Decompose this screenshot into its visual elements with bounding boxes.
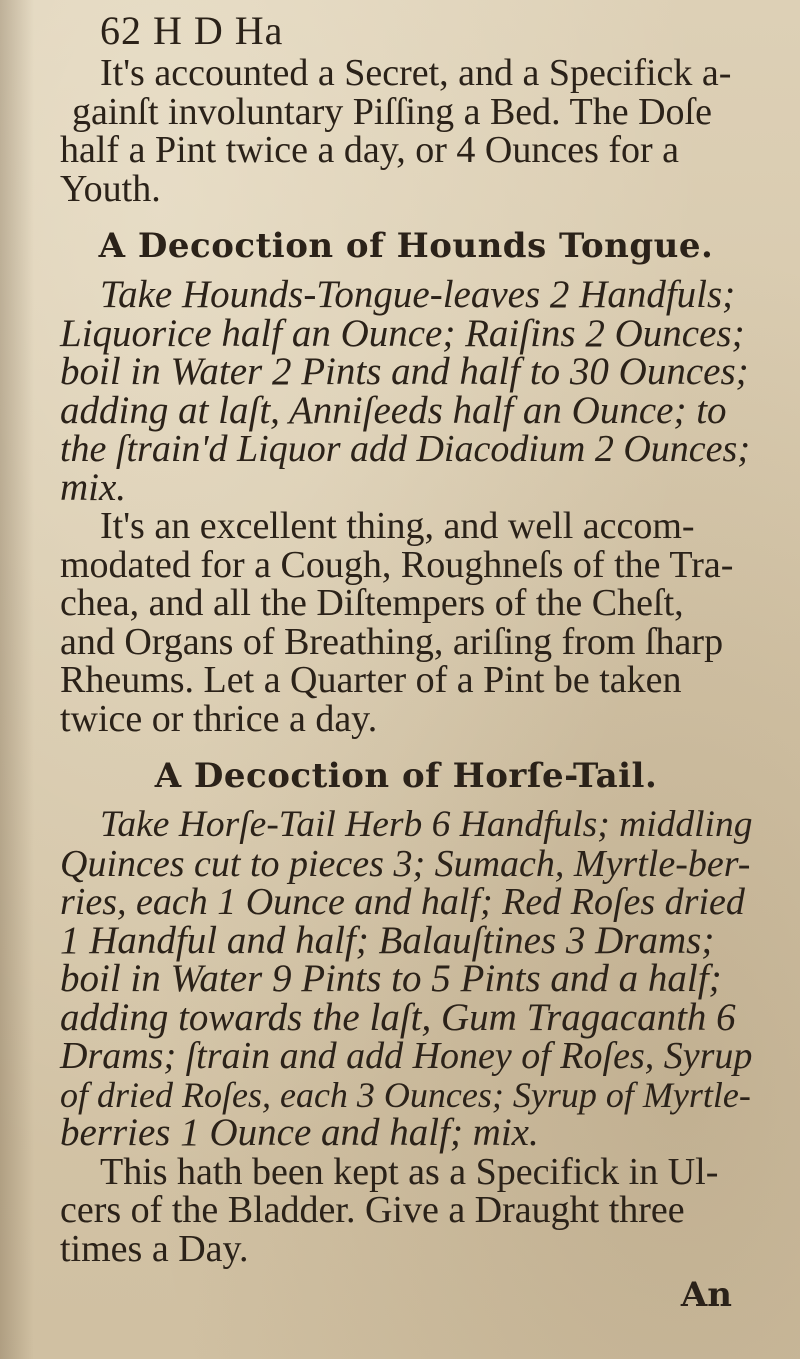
text-line: berries 1 Ounce and half; mix.: [60, 1111, 539, 1154]
text-line: mix.: [60, 465, 127, 509]
recipe-body: [60, 273, 752, 509]
text-line: It's an excellent thing, and well accom-: [100, 505, 695, 547]
text-line: It's accounted a Secret, and a Specifick a-: [100, 52, 732, 94]
running-header: 62 H D Ha: [100, 8, 284, 53]
recipe-note: [60, 1150, 752, 1270]
text-line: modated for a Cough, Roughneſs of the Tra-: [60, 543, 734, 586]
text-line: twice or thrice a day.: [60, 697, 378, 740]
text-line: Youth.: [60, 167, 161, 210]
text-line: chea, and all the Diſtempers of the Cheſt,: [60, 582, 684, 624]
recipe-note: [60, 507, 752, 738]
text-line: Quinces cut to pieces 3; Sumach, Myrtle-ber-: [60, 842, 751, 885]
text-line: cers of the Bladder. Give a Draught three: [60, 1189, 685, 1231]
text-line: ries, each 1 Ounce and half; Red Roſes dried: [60, 881, 745, 923]
recipe-heading: A Decoction of Horſe-Tail.: [154, 756, 658, 796]
text-line: the ſtrain'd Liquor add Diacodium 2 Ounces;: [60, 428, 750, 470]
text-line: Liquorice half an Ounce; Raiſins 2 Ounces;: [60, 311, 745, 355]
recipe-body: [60, 806, 752, 1153]
text-line: adding at laſt, Anniſeeds half an Ounce; to: [60, 388, 727, 432]
text-line: boil in Water 9 Pints to 5 Pints and a half;: [60, 957, 722, 1000]
text-line: gainſt involuntary Piſſing a Bed. The Doſe: [72, 90, 712, 133]
text-line: and Organs of Breathing, ariſing from ſharp: [60, 620, 724, 663]
text-line: Take Horſe-Tail Herb 6 Handfuls; middling: [100, 804, 753, 845]
text-line: Rheums. Let a Quarter of a Pint be taken: [60, 659, 682, 701]
text-line: adding towards the laſt, Gum Tragacanth 6: [60, 995, 736, 1039]
text-line: This hath been kept as a Specifick in Ul-: [100, 1150, 719, 1193]
text-line: Take Hounds-Tongue-leaves 2 Handfuls;: [100, 273, 736, 316]
text-line: half a Pint twice a day, or 4 Ounces for a: [60, 129, 680, 171]
text-line: of dried Roſes, each 3 Ounces; Syrup of Myrtle-: [60, 1074, 751, 1115]
section-intro: [60, 54, 752, 208]
catchword: An: [680, 1275, 732, 1315]
recipe-heading: A Decoction of Hounds Tongue.: [98, 226, 714, 266]
text-line: 1 Handful and half; Balauſtines 3 Drams;: [60, 918, 715, 962]
text-line: Drams; ſtrain and add Honey of Roſes, Syrup: [60, 1035, 753, 1077]
text-line: boil in Water 2 Pints and half to 30 Ounces;: [60, 350, 749, 393]
text-line: times a Day.: [60, 1227, 249, 1270]
